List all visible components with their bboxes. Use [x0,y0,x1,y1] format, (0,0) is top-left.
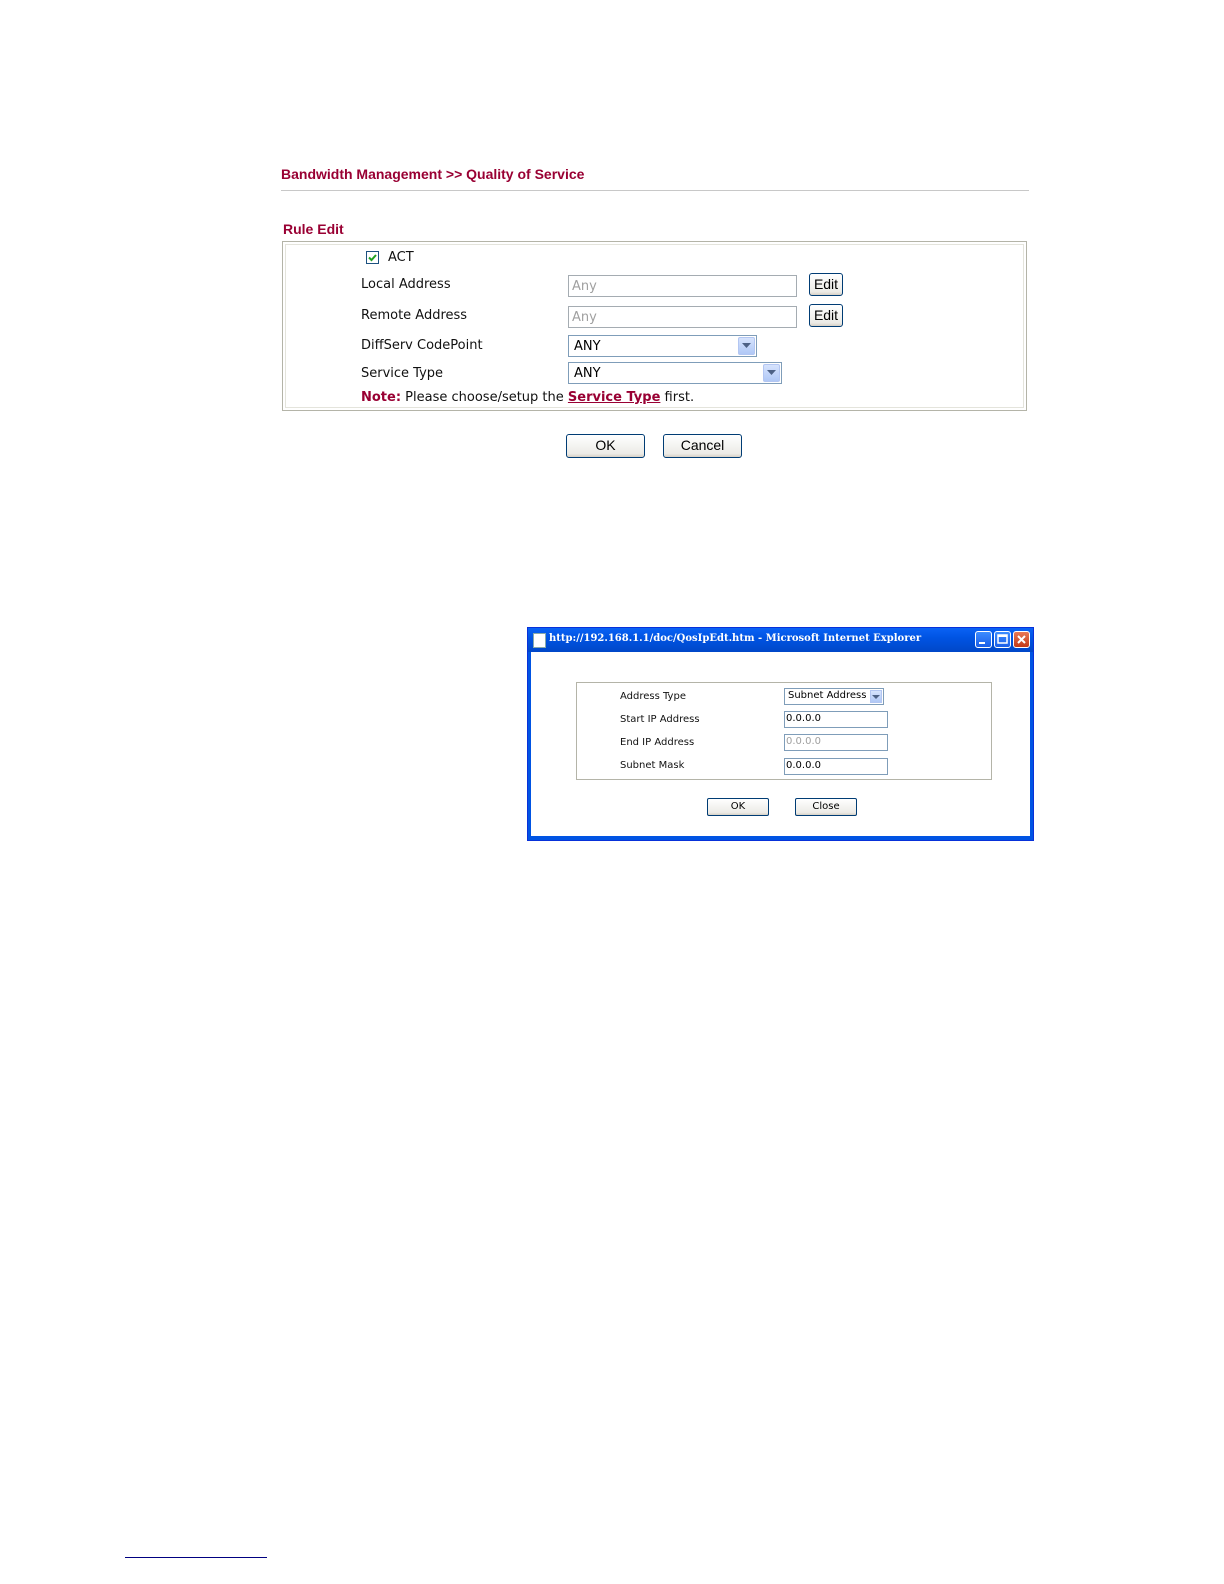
start-ip-field[interactable]: 0.0.0.0 [784,711,888,728]
address-type-label: Address Type [620,691,686,702]
service-type-label: Service Type [361,366,444,381]
service-type-value: ANY [574,366,601,381]
breadcrumb-divider [281,190,1029,191]
chevron-down-icon [870,690,882,703]
subnet-mask-label: Subnet Mask [620,760,685,771]
service-type-link[interactable]: Service Type [567,390,661,405]
local-address-label: Local Address [361,277,451,292]
diffserv-value: ANY [574,339,601,354]
act-checkbox[interactable] [366,251,379,264]
popup-title: http://192.168.1.1/doc/QosIpEdt.htm - Microsoft Internet Explorer [549,633,922,644]
end-ip-label: End IP Address [620,737,695,748]
popup-title-bar[interactable] [528,628,1033,652]
remote-address-label: Remote Address [361,308,468,323]
diffserv-select[interactable] [568,335,757,357]
remote-address-field[interactable]: Any [568,306,797,328]
ie-page-icon [533,633,546,648]
close-icon[interactable] [1013,631,1030,648]
maximize-icon[interactable] [994,631,1011,648]
section-title: Rule Edit [283,221,344,237]
act-label: ACT [388,250,414,265]
ok-button[interactable]: OK [566,434,645,458]
cancel-button[interactable]: Cancel [663,434,742,458]
popup-body [531,652,1030,836]
note-text-1: Please choose/setup the [401,390,568,405]
local-address-edit-button[interactable]: Edit [809,273,843,296]
footnote-rule [125,1557,267,1558]
popup-ok-button[interactable]: OK [707,798,769,816]
note-text-2: first. [660,390,695,405]
note-prefix: Note: [361,390,402,405]
chevron-down-icon [763,364,780,382]
end-ip-field[interactable]: 0.0.0.0 [784,734,888,751]
remote-address-edit-button[interactable]: Edit [809,304,843,327]
breadcrumb: Bandwidth Management >> Quality of Service [281,166,585,182]
local-address-field[interactable]: Any [568,275,797,297]
note [361,390,694,405]
subnet-mask-field[interactable]: 0.0.0.0 [784,758,888,775]
popup-close-button[interactable]: Close [795,798,857,816]
popup-window [527,627,1034,841]
chevron-down-icon [738,337,755,355]
diffserv-label: DiffServ CodePoint [361,338,483,353]
service-type-select[interactable] [568,362,782,384]
address-type-value: Subnet Address [788,690,867,701]
start-ip-label: Start IP Address [620,714,700,725]
minimize-icon[interactable] [975,631,992,648]
address-type-select[interactable] [784,688,884,705]
